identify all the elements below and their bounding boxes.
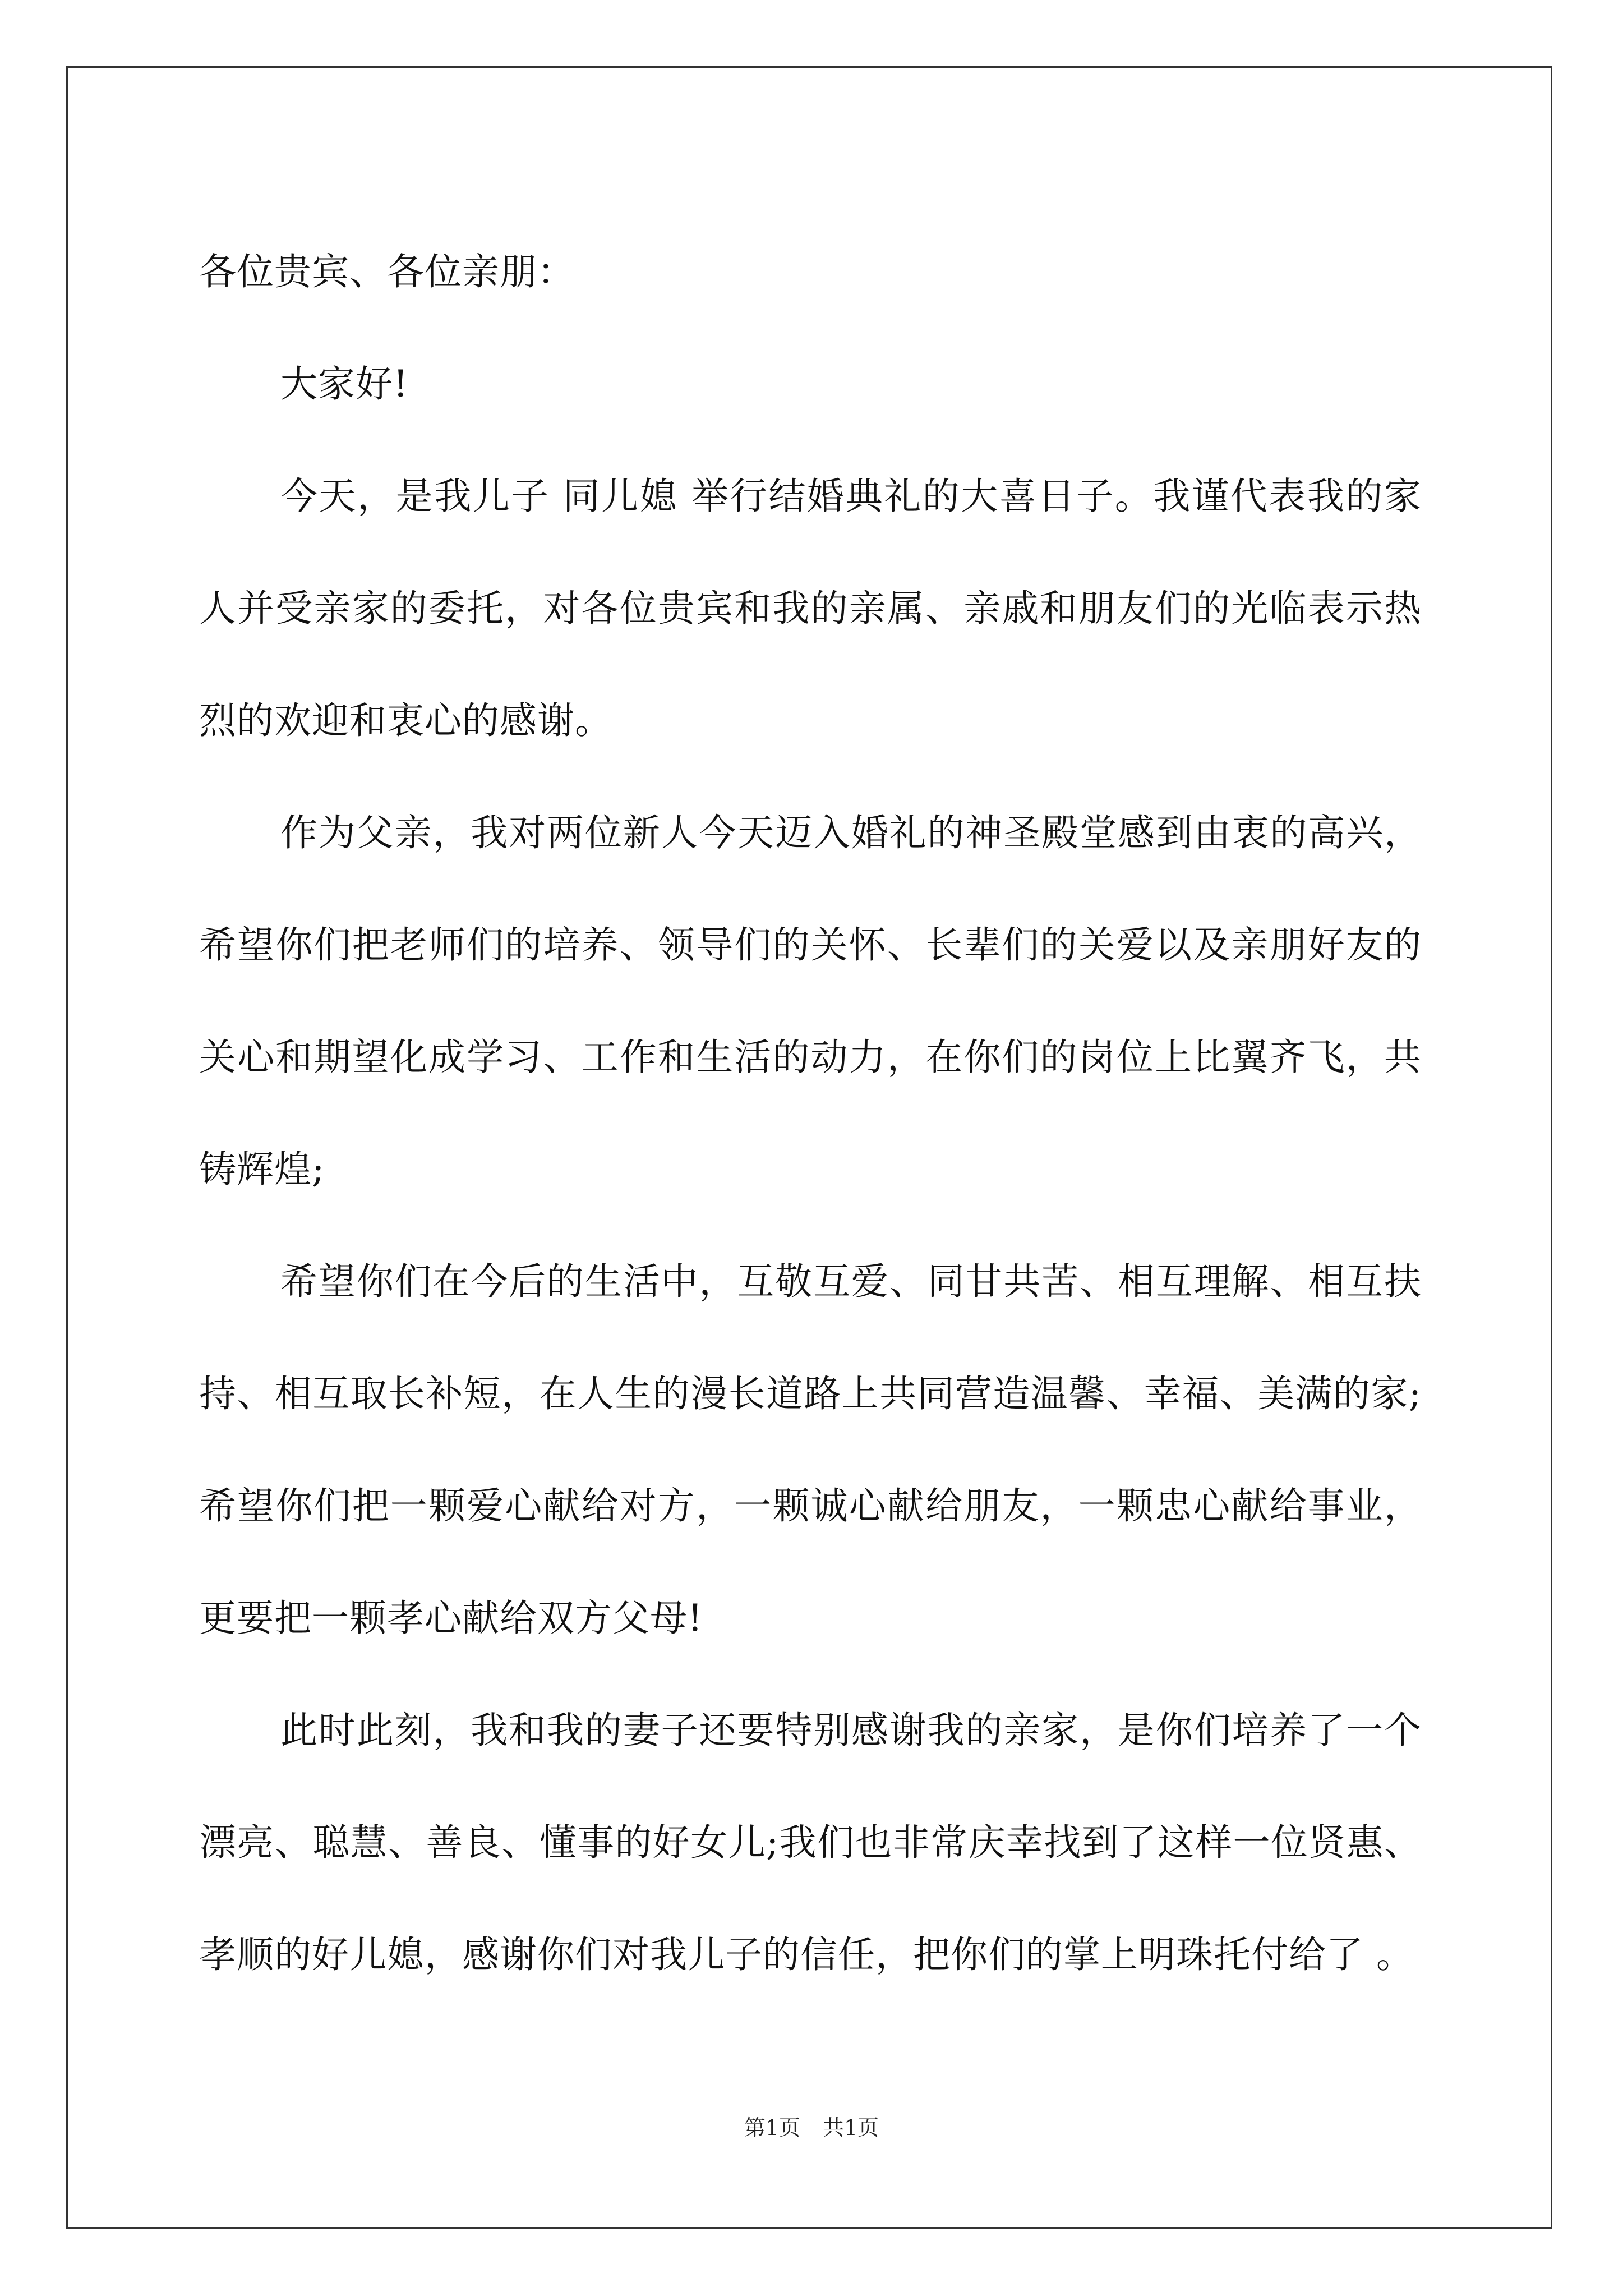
page-footer [0,2110,1623,2141]
paragraph-greeting: 大家好! [280,362,409,406]
page-count: 共1页 [823,2115,879,2140]
document-body [199,216,1422,2011]
paragraph-thanks: 此时此刻，我和我的妻子还要特别感谢我的亲家，是你们培养了一个漂亮、聪慧、善良、懂事的好女儿;我们也非常庆幸找到了这样一位贤惠、孝顺的好儿媳，感谢你们对我儿子的信任，把你们的掌上明珠托付给了 。 [199,1709,1422,1976]
salutation: 各位贵宾、各位亲朋： [199,250,575,293]
paragraph-hopes: 希望你们在今后的生活中，互敬互爱、同甘共苦、相互理解、相互扶持、相互取长补短，在人生的漫长道路上共同营造温馨、幸福、美满的家;希望你们把一颗爱心献给对方，一颗诚心献给朋友，一颗忠心献给事业，更要把一颗孝心献给双方父母! [199,1260,1422,1640]
page-number: 第1页 [744,2115,800,2140]
paragraph-wishes: 作为父亲，我对两位新人今天迈入婚礼的神圣殿堂感到由衷的高兴，希望你们把老师们的培养、领导们的关怀、长辈们的关爱以及亲朋好友的关心和期望化成学习、工作和生活的动力，在你们的岗位上比翼齐飞，共铸辉煌; [199,811,1422,1191]
paragraph-welcome: 今天，是我儿子 同儿媳 举行结婚典礼的大喜日子。我谨代表我的家人并受亲家的委托，对各位贵宾和我的亲属、亲戚和朋友们的光临表示热烈的欢迎和衷心的感谢。 [199,475,1422,742]
